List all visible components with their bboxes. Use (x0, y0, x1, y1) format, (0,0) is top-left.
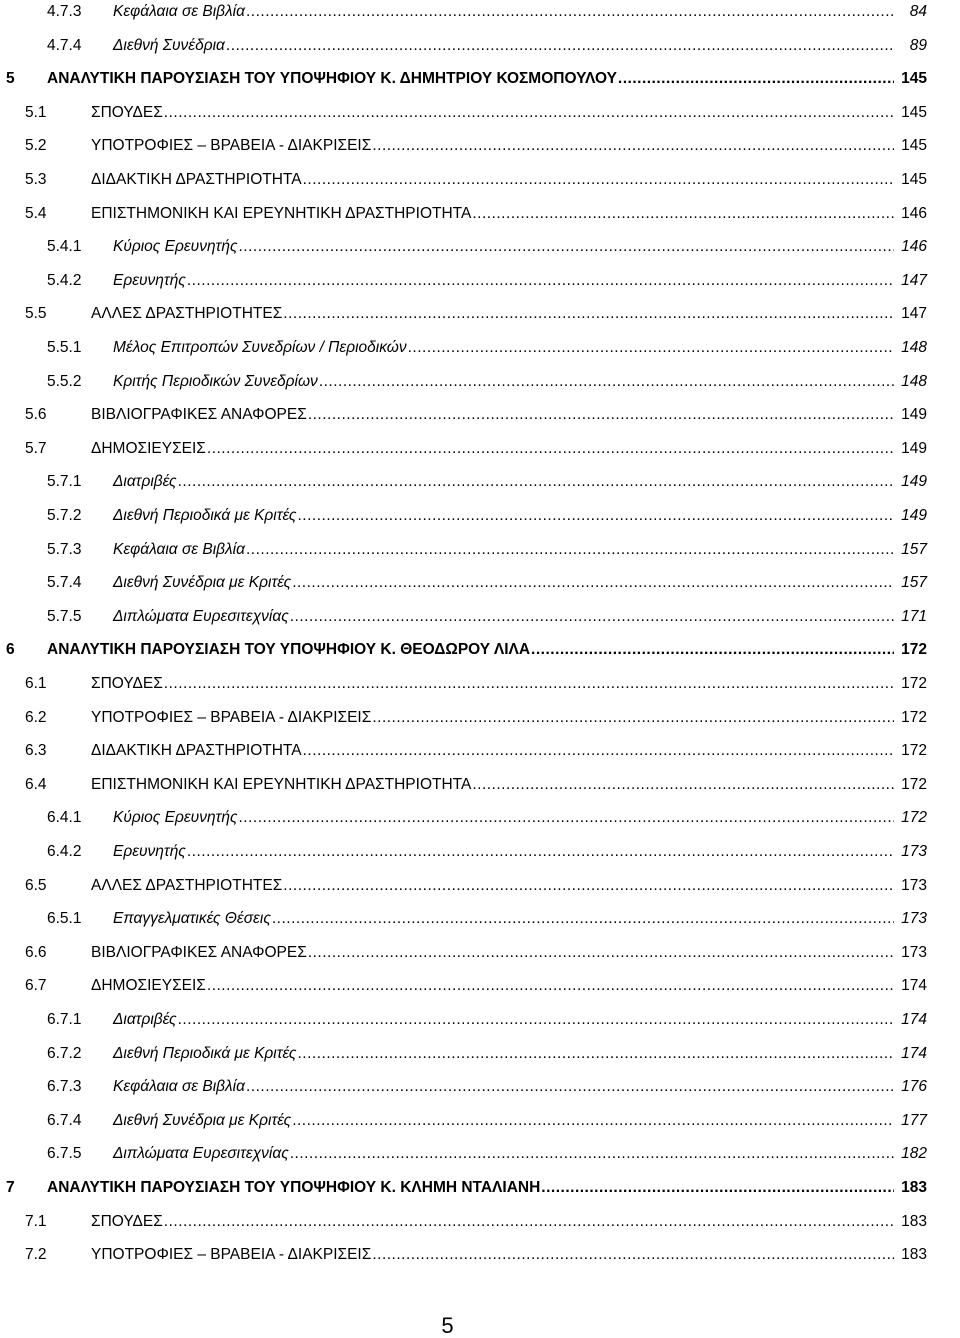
toc-entry-number: 5.5 (25, 305, 47, 323)
toc-entry-title: ΣΠΟΥΔΕΣ (91, 675, 163, 692)
toc-entry-body (113, 471, 927, 493)
dot-leader (531, 639, 894, 661)
toc-entry[interactable] (0, 707, 960, 729)
toc-entry-body (91, 875, 927, 897)
toc-entry-page: 174 (901, 1011, 927, 1028)
toc-entry-title: Κύριος Ερευνητής (113, 809, 238, 827)
toc-entry[interactable] (0, 438, 960, 460)
dot-leader (164, 102, 894, 124)
toc-entry-title: ΣΠΟΥΔΕΣ (91, 1212, 163, 1230)
toc-entry[interactable] (0, 1143, 960, 1165)
dot-leader (472, 774, 894, 796)
toc-entry-body (113, 337, 927, 359)
dot-leader (239, 807, 895, 829)
toc-entry-page: 145 (901, 70, 927, 88)
toc-entry[interactable] (0, 841, 960, 863)
dot-leader (372, 1244, 894, 1266)
toc-entry-number: 6.2 (25, 708, 47, 726)
toc-entry-body (47, 639, 927, 661)
toc-entry[interactable] (0, 673, 960, 695)
toc-entry-page: 172 (901, 809, 927, 827)
toc-entry-page: 149 (901, 406, 927, 424)
toc-entry-body (113, 35, 927, 57)
toc-entry[interactable] (0, 35, 960, 57)
toc-entry-title: Διπλώματα Ευρεσιτεχνίας (113, 1145, 289, 1163)
toc-entry-number: 5.7.1 (47, 473, 82, 491)
toc-entry[interactable] (0, 539, 960, 561)
toc-entry[interactable] (0, 875, 960, 897)
toc-entry-body (91, 102, 927, 124)
toc-entry-number: 5.7.3 (47, 540, 82, 558)
toc-entry[interactable] (0, 1076, 960, 1098)
toc-entry-body (113, 908, 927, 930)
toc-entry[interactable] (0, 1211, 960, 1233)
dot-leader (303, 169, 894, 191)
toc-entry-title: ΑΝΑΛΥΤΙΚΗ ΠΑΡΟΥΣΙΑΣΗ ΤΟΥ ΥΠΟΨΗΦΙΟΥ Κ. ΘΕΟΔΩΡΟΥ ΛΙΛΑ (47, 641, 531, 659)
toc-entry-number: 6.1 (25, 675, 47, 692)
toc-entry[interactable] (0, 102, 960, 124)
toc-entry-page: 183 (901, 1179, 927, 1196)
toc-entry-number: 7 (6, 1179, 15, 1196)
toc-entry[interactable] (0, 942, 960, 964)
dot-leader (283, 303, 894, 325)
toc-entry-number: 6.7.4 (47, 1111, 82, 1129)
toc-entry-body (91, 169, 927, 191)
toc-entry[interactable] (0, 774, 960, 796)
toc-entry-body (113, 1143, 927, 1165)
toc-entry-body (47, 1177, 927, 1199)
dot-leader (226, 35, 894, 57)
toc-entry-page: 149 (901, 507, 927, 524)
toc-entry-body (113, 1009, 927, 1031)
toc-entry-title: ΑΝΑΛΥΤΙΚΗ ΠΑΡΟΥΣΙΑΣΗ ΤΟΥ ΥΠΟΨΗΦΙΟΥ Κ. ΚΛΗΜΗ ΝΤΑΛΙΑΝΗ (47, 1179, 541, 1196)
toc-entry-body (91, 774, 927, 796)
toc-entry-page: 89 (909, 36, 927, 54)
toc-entry-body (91, 303, 927, 325)
dot-leader (239, 236, 895, 258)
toc-entry-page: 174 (901, 977, 927, 995)
toc-entry-page: 183 (901, 1212, 927, 1230)
toc-entry-title: Κριτής Περιοδικών Συνεδρίων (113, 372, 318, 390)
dot-leader (618, 68, 894, 90)
dot-leader (372, 135, 894, 157)
toc-entry-body (113, 1043, 927, 1065)
toc-entry[interactable] (0, 975, 960, 997)
toc-entry-body (113, 1076, 927, 1098)
toc-entry-page: 147 (901, 305, 927, 323)
toc-entry-number: 5.7.5 (47, 607, 82, 625)
toc-entry[interactable] (0, 68, 960, 90)
toc-entry-number: 5.5.1 (47, 339, 82, 356)
toc-entry-number: 5.3 (25, 171, 47, 188)
toc-entry-title: ΥΠΟΤΡΟΦΙΕΣ – ΒΡΑΒΕΙΑ - ΔΙΑΚΡΙΣΕΙΣ (91, 1246, 372, 1264)
toc-entry-title: ΑΛΛΕΣ ΔΡΑΣΤΗΡΙΟΤΗΤΕΣ (91, 876, 283, 894)
dot-leader (207, 975, 894, 997)
toc-entry-title: Διεθνή Συνέδρια με Κριτές (113, 574, 292, 592)
dot-leader (164, 673, 894, 695)
toc-entry-page: 146 (901, 238, 927, 256)
dot-leader (207, 438, 894, 460)
dot-leader (272, 908, 894, 930)
toc-entry-number: 5.4 (25, 204, 47, 222)
toc-entry-number: 6.4.2 (47, 843, 82, 860)
toc-entry-number: 6 (6, 641, 15, 659)
toc-entry-number: 5.5.2 (47, 372, 82, 390)
toc-entry-page: 148 (901, 372, 927, 390)
toc-entry-body (113, 371, 927, 393)
toc-entry-page: 172 (901, 708, 927, 726)
toc-entry-title: Διατριβές (113, 1011, 177, 1028)
toc-entry-title: ΑΛΛΕΣ ΔΡΑΣΤΗΡΙΟΤΗΤΕΣ (91, 305, 283, 323)
toc-entry-body (113, 505, 927, 527)
dot-leader (297, 505, 894, 527)
toc-entry-page: 145 (901, 171, 927, 188)
toc-entry-title: Διεθνή Περιοδικά με Κριτές (113, 507, 297, 524)
toc-entry[interactable] (0, 505, 960, 527)
toc-entry[interactable] (0, 1110, 960, 1132)
toc-entry[interactable] (0, 740, 960, 762)
toc-entry[interactable] (0, 807, 960, 829)
toc-entry-page: 145 (901, 103, 927, 121)
toc-entry-number: 6.7 (25, 977, 47, 995)
toc-entry-page: 147 (901, 271, 927, 289)
toc-entry-number: 4.7.4 (47, 36, 82, 54)
toc-entry-page: 183 (901, 1246, 927, 1264)
toc-entry-page: 148 (901, 339, 927, 356)
toc-entry-page: 172 (901, 775, 927, 793)
toc-entry-title: ΕΠΙΣΤΗΜΟΝΙΚΗ ΚΑΙ ΕΡΕΥΝΗΤΙΚΗ ΔΡΑΣΤΗΡΙΟΤΗΤΑ (91, 775, 472, 793)
toc-entry-page: 145 (901, 137, 927, 155)
toc-entry-number: 6.7.5 (47, 1145, 82, 1163)
toc-entry[interactable] (0, 236, 960, 258)
toc-entry-body (91, 438, 927, 460)
toc-entry[interactable] (0, 1009, 960, 1031)
toc-entry[interactable] (0, 1244, 960, 1266)
toc-entry-number: 5.4.2 (47, 271, 82, 289)
toc-entry-page: 157 (901, 574, 927, 592)
toc-entry-title: Διεθνή Συνέδρια με Κριτές (113, 1111, 292, 1129)
toc-entry-body (91, 740, 927, 762)
toc-entry-number: 6.3 (25, 742, 47, 760)
toc-entry-number: 6.5.1 (47, 910, 82, 928)
toc-entry-title: ΣΠΟΥΔΕΣ (91, 103, 163, 121)
toc-entry-page: 157 (901, 540, 927, 558)
toc-entry-title: Κεφάλαια σε Βιβλία (113, 1078, 245, 1096)
toc-entry-title: Επαγγελματικές Θέσεις (113, 910, 271, 928)
dot-leader (308, 404, 894, 426)
toc-entry-title: Διεθνή Περιοδικά με Κριτές (113, 1044, 297, 1062)
toc-entry-body (91, 135, 927, 157)
toc-entry-body (91, 942, 927, 964)
toc-entry-title: ΒΙΒΛΙΟΓΡΑΦΙΚΕΣ ΑΝΑΦΟΡΕΣ (91, 406, 307, 424)
toc-entry-body (113, 1110, 927, 1132)
toc-entry-number: 7.1 (25, 1212, 47, 1230)
toc-entry-title: Διεθνή Συνέδρια (113, 36, 225, 54)
toc-entry-title: ΥΠΟΤΡΟΦΙΕΣ – ΒΡΑΒΕΙΑ - ΔΙΑΚΡΙΣΕΙΣ (91, 708, 372, 726)
dot-leader (308, 942, 894, 964)
dot-leader (246, 539, 894, 561)
dot-leader (541, 1177, 894, 1199)
toc-entry-number: 6.4.1 (47, 809, 82, 827)
dot-leader (187, 841, 894, 863)
toc-entry-number: 6.5 (25, 876, 47, 894)
toc-entry-page: 171 (901, 607, 927, 625)
toc-entry-page: 173 (901, 943, 927, 961)
toc-entry-number: 5.2 (25, 137, 47, 155)
toc-entry[interactable] (0, 135, 960, 157)
toc-entry-body (113, 606, 927, 628)
toc-entry-body (47, 68, 927, 90)
toc-entry[interactable] (0, 572, 960, 594)
toc-entry-body (91, 673, 927, 695)
toc-entry-body (91, 1244, 927, 1266)
toc-entry-number: 4.7.3 (47, 3, 82, 20)
toc-entry-title: ΔΗΜΟΣΙΕΥΣΕΙΣ (91, 439, 206, 457)
dot-leader (178, 471, 894, 493)
toc-entry-number: 5.4.1 (47, 238, 82, 256)
dot-leader (472, 203, 894, 225)
toc-entry-title: Κεφάλαια σε Βιβλία (113, 540, 245, 558)
toc-entry-page: 174 (901, 1044, 927, 1062)
toc-entry-page: 149 (901, 439, 927, 457)
toc-entry-number: 5.7.4 (47, 574, 82, 592)
toc-entry[interactable] (0, 371, 960, 393)
toc-entry-page: 177 (901, 1111, 927, 1129)
dot-leader (178, 1009, 894, 1031)
toc-entry-page: 146 (901, 204, 927, 222)
toc-entry-number: 5.6 (25, 406, 47, 424)
dot-leader (292, 1110, 894, 1132)
dot-leader (290, 1143, 894, 1165)
toc-entry[interactable] (0, 270, 960, 292)
dot-leader (372, 707, 894, 729)
toc-entry-body (91, 404, 927, 426)
toc-entry-number: 6.4 (25, 775, 47, 793)
toc-entry-body (113, 1, 927, 23)
toc-entry[interactable] (0, 471, 960, 493)
toc-entry-number: 5 (6, 70, 15, 88)
toc-entry-title: ΥΠΟΤΡΟΦΙΕΣ – ΒΡΑΒΕΙΑ - ΔΙΑΚΡΙΣΕΙΣ (91, 137, 372, 155)
toc-entry-title: ΕΠΙΣΤΗΜΟΝΙΚΗ ΚΑΙ ΕΡΕΥΝΗΤΙΚΗ ΔΡΑΣΤΗΡΙΟΤΗΤΑ (91, 204, 472, 222)
dot-leader (246, 1076, 894, 1098)
toc-entry[interactable] (0, 337, 960, 359)
toc-entry-body (113, 841, 927, 863)
toc-entry-title: Ερευνητής (113, 271, 186, 289)
toc-entry-title: Κύριος Ερευνητής (113, 238, 238, 256)
toc-entry[interactable] (0, 1043, 960, 1065)
toc-entry-title: ΔΙΔΑΚΤΙΚΗ ΔΡΑΣΤΗΡΙΟΤΗΤΑ (91, 742, 302, 760)
toc-entry-title: ΔΗΜΟΣΙΕΥΣΕΙΣ (91, 977, 206, 995)
dot-leader (303, 740, 894, 762)
toc-entry-number: 6.7.2 (47, 1044, 82, 1062)
dot-leader (187, 270, 894, 292)
page-number: 5 (441, 1313, 454, 1338)
toc-entry-page: 182 (901, 1145, 927, 1163)
toc-entry-page: 173 (901, 843, 927, 860)
toc-entry-title: Διπλώματα Ευρεσιτεχνίας (113, 607, 289, 625)
dot-leader (164, 1211, 894, 1233)
toc-entry-body (91, 707, 927, 729)
toc-entry-title: Διατριβές (113, 473, 177, 491)
toc-entry-title: Μέλος Επιτροπών Συνεδρίων / Περιοδικών (113, 339, 407, 356)
toc-entry[interactable] (0, 1177, 960, 1199)
toc-entry-body (113, 572, 927, 594)
toc-entry-page: 176 (901, 1078, 927, 1096)
dot-leader (319, 371, 894, 393)
dot-leader (292, 572, 894, 594)
toc-entry-title: ΒΙΒΛΙΟΓΡΑΦΙΚΕΣ ΑΝΑΦΟΡΕΣ (91, 943, 307, 961)
toc-entry-body (113, 270, 927, 292)
toc-entry-page: 173 (901, 910, 927, 928)
toc-entry-body (113, 236, 927, 258)
toc-entry-page: 172 (901, 675, 927, 692)
toc-entry-page: 172 (901, 641, 927, 659)
dot-leader (297, 1043, 894, 1065)
toc-entry-number: 5.7 (25, 439, 47, 457)
toc-entry-page: 149 (901, 473, 927, 491)
toc-entry-page: 84 (909, 3, 927, 20)
toc-entry[interactable] (0, 1, 960, 23)
dot-leader (290, 606, 894, 628)
toc-entry-number: 7.2 (25, 1246, 47, 1264)
toc-entry-body (91, 203, 927, 225)
toc-entry[interactable] (0, 404, 960, 426)
toc-entry-number: 6.7.1 (47, 1011, 82, 1028)
toc-entry-title: ΑΝΑΛΥΤΙΚΗ ΠΑΡΟΥΣΙΑΣΗ ΤΟΥ ΥΠΟΨΗΦΙΟΥ Κ. ΔΗΜΗΤΡΙΟΥ ΚΟΣΜΟΠΟΥΛΟΥ (47, 70, 617, 88)
toc-entry[interactable] (0, 303, 960, 325)
toc-entry-title: Ερευνητής (113, 843, 186, 860)
toc-entry[interactable] (0, 169, 960, 191)
toc-entry-title: Κεφάλαια σε Βιβλία (113, 3, 245, 20)
toc-entry-number: 5.1 (25, 103, 47, 121)
toc-entry-body (113, 807, 927, 829)
toc-entry-page: 172 (901, 742, 927, 760)
toc-entry-title: ΔΙΔΑΚΤΙΚΗ ΔΡΑΣΤΗΡΙΟΤΗΤΑ (91, 171, 302, 188)
toc-entry-number: 6.6 (25, 943, 47, 961)
toc-entry-body (91, 1211, 927, 1233)
toc-entry-number: 6.7.3 (47, 1078, 82, 1096)
dot-leader (408, 337, 894, 359)
toc-entry[interactable] (0, 639, 960, 661)
toc-entry[interactable] (0, 203, 960, 225)
toc-entry-body (113, 539, 927, 561)
dot-leader (246, 1, 894, 23)
toc-entry[interactable] (0, 606, 960, 628)
toc-entry-page: 173 (901, 876, 927, 894)
dot-leader (283, 875, 894, 897)
toc-entry[interactable] (0, 908, 960, 930)
toc-entry-number: 5.7.2 (47, 507, 82, 524)
toc-entry-body (91, 975, 927, 997)
